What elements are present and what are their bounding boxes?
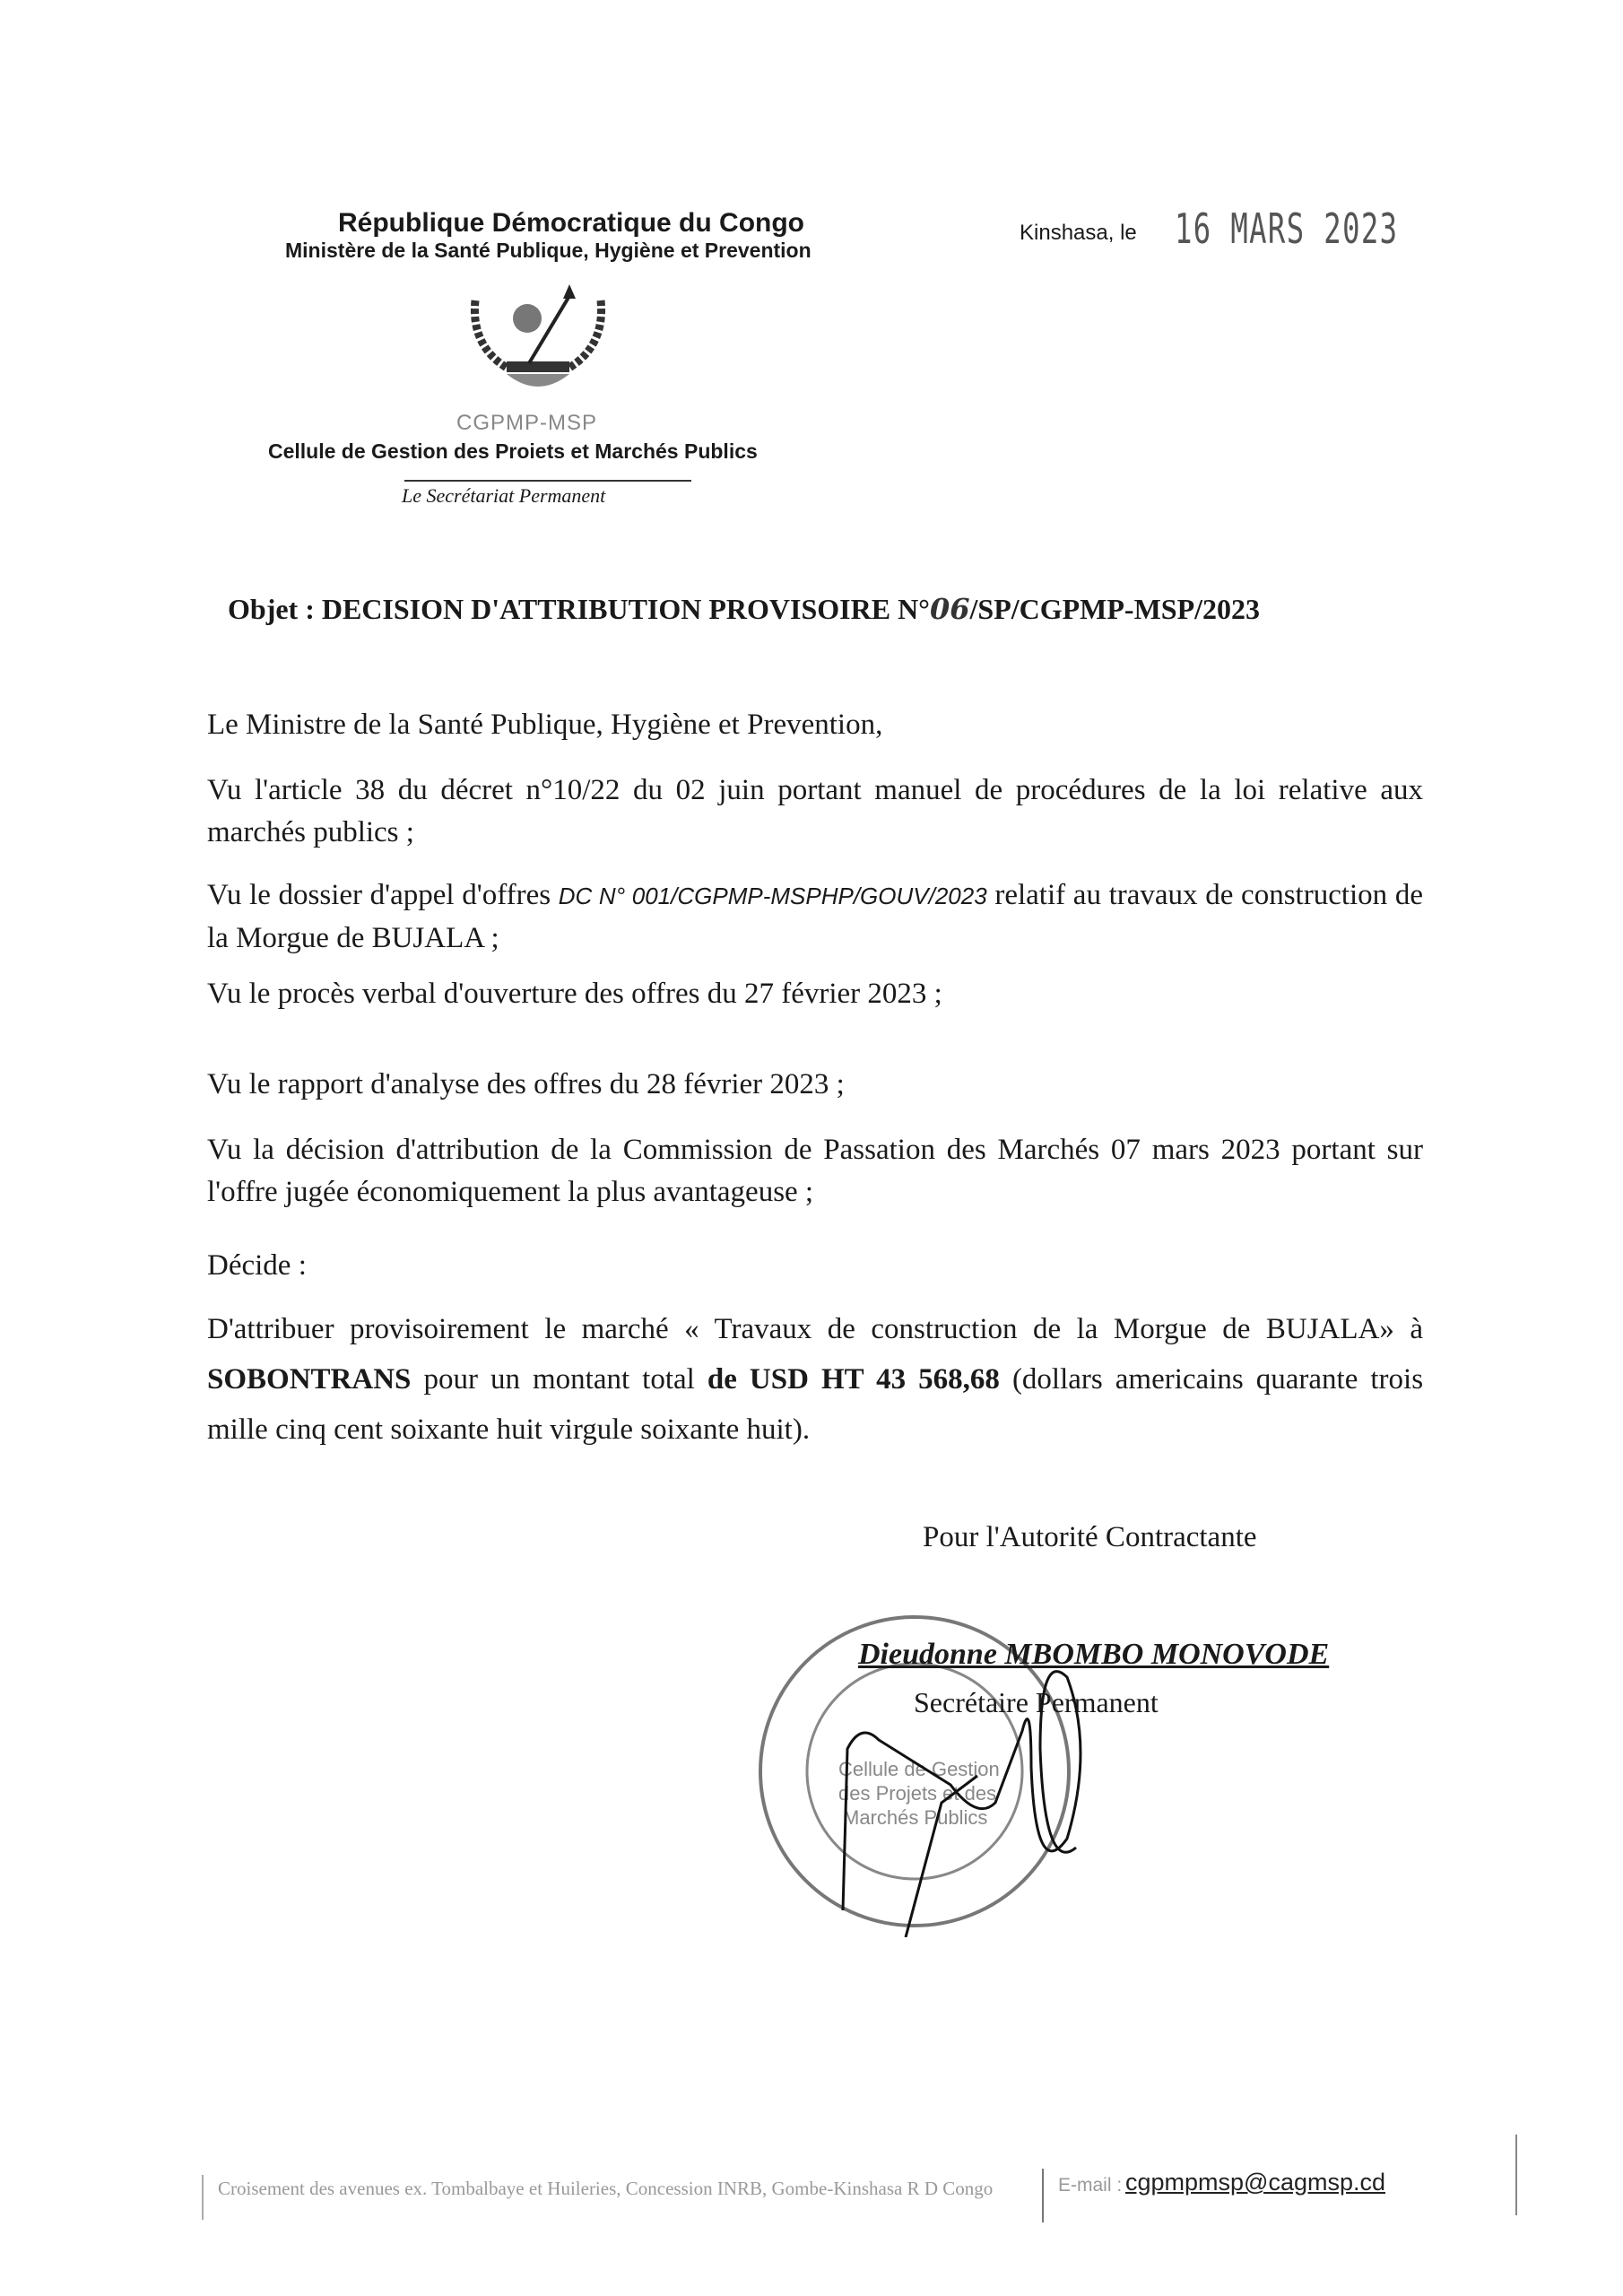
document-object xyxy=(228,592,1260,626)
svg-text:Cellule de Gestion: Cellule de Gestion xyxy=(838,1758,1000,1780)
ministry-name: Ministère de la Santé Publique, Hygiène et Prevention xyxy=(285,239,812,262)
office-name: Le Secrétariat Permanent xyxy=(402,484,606,507)
amount-in-words: (dollars americains quarante trois mille cinq cent soixante huit virgule soixante huit). xyxy=(207,1363,1424,1446)
dossier-reference: DC N° 001/CGPMP-MSPHP/GOUV/2023 xyxy=(558,883,987,909)
footer-address: Croisement des avenues ex. Tombalbaye et Huileries, Concession INRB, Gombe-Kinshasa R D Congo xyxy=(218,2178,994,2199)
signatory-title: Secrétaire Permanent xyxy=(914,1686,1159,1718)
attribution-text-b: pour un montant total xyxy=(423,1363,695,1396)
footer-divider-right xyxy=(1515,2135,1517,2215)
paragraph-dossier xyxy=(207,874,1423,960)
intro-paragraph: Le Ministre de la Santé Publique, Hygiène et Prevention, xyxy=(207,709,883,741)
decide-label: Décide : xyxy=(207,1249,307,1282)
amount: de USD HT 43 568,68 xyxy=(707,1363,1000,1396)
svg-text:Marchés Publics: Marchés Publics xyxy=(843,1806,988,1829)
signatory-name: Dieudonne MBOMBO MONOVODE xyxy=(858,1638,1330,1671)
handwritten-signature xyxy=(807,1641,1166,1937)
email-link[interactable]: cgpmpmsp@cagmsp.cd xyxy=(1125,2169,1386,2196)
coat-of-arms-logo xyxy=(457,283,619,395)
paragraph-article: Vu l'article 38 du décret n°10/22 du 02 juin portant manuel de procédures de la loi relative aux marchés publics ; xyxy=(207,774,1423,848)
country-name: République Démocratique du Congo xyxy=(338,208,805,238)
object-suffix: /SP/CGPMP-MSP/2023 xyxy=(969,593,1261,625)
paragraph-rapport: Vu le rapport d'analyse des offres du 28 février 2023 ; xyxy=(207,1068,845,1100)
email-label: E-mail : xyxy=(1058,2175,1123,2196)
unit-name: Cellule de Gestion des Proiets et Marchés Publics xyxy=(268,439,758,463)
paragraph-decision: Vu la décision d'attribution de la Commission de Passation des Marchés 07 mars 2023 portant sur l'offre jugée économiquement la plus avantageuse ; xyxy=(207,1134,1423,1208)
company-name: SOBONTRANS xyxy=(207,1363,412,1396)
dossier-text-a: Vu le dossier d'appel d'offres xyxy=(207,879,551,911)
attribution-text-a: D'attribuer provisoirement le marché « Travaux de construction de la Morgue de BUJALA» à xyxy=(207,1313,1423,1345)
divider xyxy=(404,480,691,482)
object-number: 06 xyxy=(929,592,970,626)
date-stamp: 16 MARS 2023 xyxy=(1175,204,1399,253)
dossier-text-b: relatif au travaux de construction de la Morgue de BUJALA ; xyxy=(207,879,1423,954)
footer-divider-left xyxy=(202,2175,204,2220)
object-label: Objet : DECISION D'ATTRIBUTION PROVISOIRE N° xyxy=(228,593,930,625)
svg-text:des Projets et des: des Projets et des xyxy=(838,1782,997,1805)
paragraph-attribution xyxy=(207,1304,1423,1455)
place-label: Kinshasa, le xyxy=(1020,221,1137,245)
paragraph-pv: Vu le procès verbal d'ouverture des offres du 27 février 2023 ; xyxy=(207,978,942,1010)
footer-divider xyxy=(1042,2169,1044,2222)
authority-label: Pour l'Autorité Contractante xyxy=(923,1521,1257,1553)
unit-acronym: CGPMP-MSP xyxy=(456,411,598,435)
